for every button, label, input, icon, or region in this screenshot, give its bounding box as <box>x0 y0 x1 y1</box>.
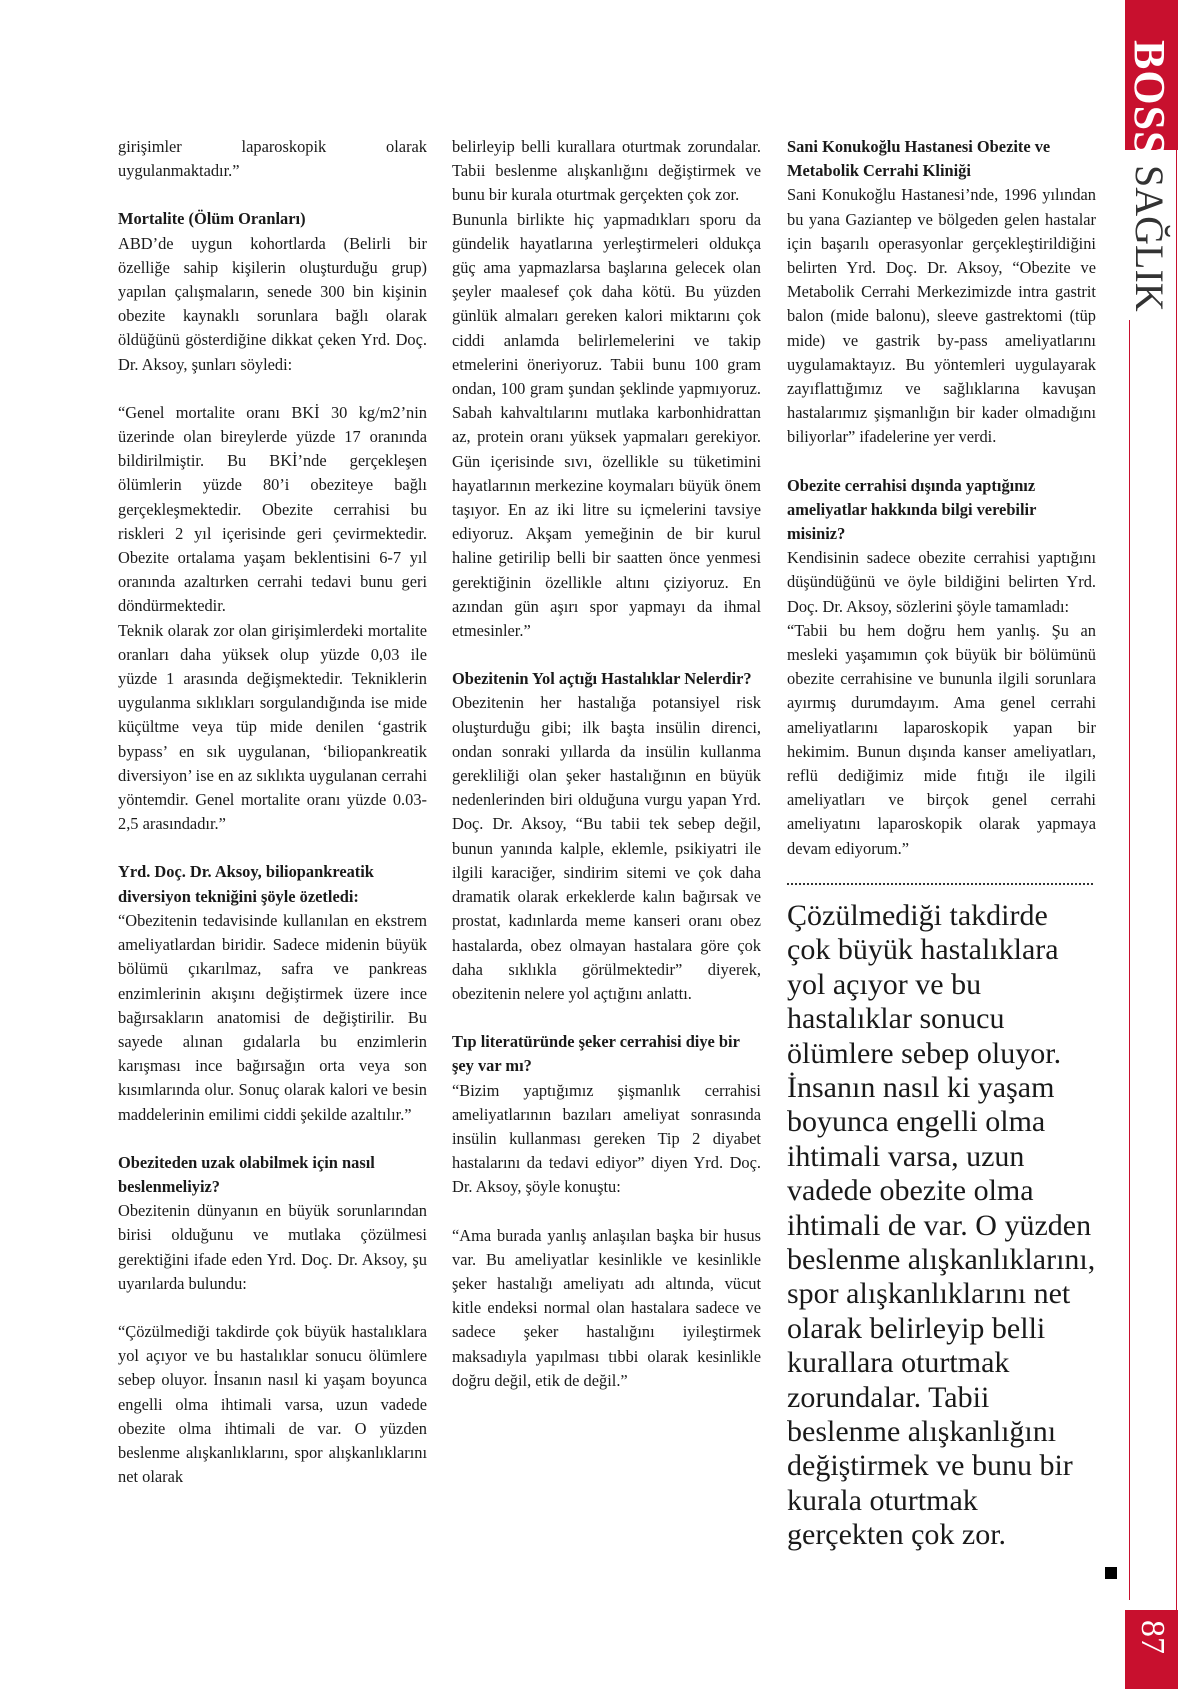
paragraph: “Tabii bu hem doğru hem yanlış. Şu an mesleki yaşamımın çok büyük bir bölümünü obezite cerrahisine ve bununla ilgili sorunlara ayırmış durumdayım. Ama genel cerrahi ameliyatlarını laparoskopik yapan bir hekimim. Bunun dışında kanser ameliyatları, reflü dediğimiz mide fıtığı ile ilgili ameliyatları ve birçok genel cerrahi ameliyatını laparoskopik olarak yapmaya devam ediyorum.” <box>787 620 1096 858</box>
paragraph: “Çözülmediği takdirde çok büyük hastalıklara yol açıyor ve bu hastalıklar sonucu ölümlere sebep oluyor. İnsanın nasıl ki yaşam boyunca engelli olma ihtimali varsa, uzun vadede obezite olma ihtimali de var. O yüzden beslenme alışkanlıklarını, spor alışkanlıklarını net olarak <box>118 1321 427 1487</box>
paragraph: ABD’de uygun kohortlarda (Belirli bir özelliğe sahip kişilerin oluşturduğu grup) yapılan çalışmaların, senede 300 bin kişinin obezite kaynaklı sorunlara bağlı olarak öldüğünü gösterdiğine dikkat çeken Yrd. Doç. Dr. Aksoy, şunları söyledi: <box>118 233 427 374</box>
subheading: Yrd. Doç. Dr. Aksoy, biliopankreatik diversiyon tekniğini şöyle özetledi: <box>118 862 374 906</box>
subheading: Mortalite (Ölüm Oranları) <box>118 209 306 229</box>
magazine-brand: BOSS <box>1125 40 1174 157</box>
section-title: SAĞLIK <box>1127 165 1172 312</box>
subheading: Sani Konukoğlu Hastanesi Obezite ve Metabolik Cerrahi Kliniği <box>787 137 1051 181</box>
side-rule <box>1129 320 1130 1600</box>
paragraph: Sani Konukoğlu Hastanesi’nde, 1996 yılından bu yana Gaziantep ve bölgeden gelen hastalar için başarılı operasyonlar gerçekleştirildiğini belirten Yrd. Doç. Dr. Aksoy, “Obezite ve Metabolik Cerrahi Merkezimizde intra gastrit balon (mide balonu), sleeve gastrektomi (tüp mide) ve gastrik by-pass ameliyatlarını uygulamaktayız. Bu yöntemleri uygulayarak zayıflattığımız ve sağlıklarına kavuşan hastalarımız şişmanlığın bir kader olmadığını biliyorlar” ifadelerine yer verdi. <box>787 185 1096 447</box>
column-1 <box>118 135 427 1489</box>
paragraph: Bununla birlikte hiç yapmadıkları sporu da gündelik hayatlarına yerleştirmeleri oldukça güç ama yapmazlarsa başlarına gelecek olan şeyler maalesef çok daha kötü. Bu yüzden günlük almaları gereken kalori miktarını çok ciddi anlamda belirlemelerini ve takip etmelerini öneriyoruz. Tabii bunu 100 gram ondan, 100 gram şundan şeklinde yapmıyoruz. Sabah kahvaltılarını mutlaka karbonhidrattan az, protein oranı yüksek yapmaları gerekiyor. Gün içerisinde sıvı, özellikle su tüketimini hayatlarının merkezine koymaları büyük önem taşıyor. En az iki litre su içmelerini tavsiye ediyoruz. Akşam yemeğinin de bir kurul haline getirilip belli bir saatten önce yenmesi gerektiğinin özellikle altını çiziyoruz. En azından gün aşırı spor yapmayı da ihmal etmesinler.” <box>452 209 761 641</box>
paragraph: girişimler laparoskopik olarak uygulanmaktadır.” <box>118 137 427 181</box>
paragraph: “Genel mortalite oranı BKİ 30 kg/m2’nin üzerinde olan bireylerde yüzde 17 oranında bildirilmiştir. Bu BKİ’nde gerçekleşen ölümlerin yüzde 80’i obeziteye bağlı gerçekleşmektedir. Obezite cerrahisi bu riskleri 2 yıl içerisinde geri çevirmektedir. Obezite ortalama yaşam beklentisini 6-7 yıl oranında azaltırken cerrahi tedavi bunu geri döndürmektedir. <box>118 402 427 616</box>
paragraph: belirleyip belli kurallara oturtmak zorundalar. Tabii beslenme alışkanlığını değiştirmek ve bunu bir kurala oturtmak gerçekten çok zor. <box>452 137 761 205</box>
paragraph: Kendisinin sadece obezite cerrahisi yaptığını düşündüğünü ve öyle bildiğini belirten Yrd. Doç. Dr. Aksoy, sözlerini şöyle tamamladı: <box>787 548 1096 616</box>
subheading: Tıp literatüründe şeker cerrahisi diye bir şey var mı? <box>452 1032 740 1076</box>
paragraph: Teknik olarak zor olan girişimlerdeki mortalite oranları daha yüksek olup yüzde 0,03 ile yüzde 1 arasında değişmektedir. Tekniklerin uygulanma sıklıkları sorgulandığında ise mide küçültme veya tüp mide denilen ‘gastrik bypass’ en sık uygulanan, ‘biliopankreatik diversiyon’ ise en az sıklıkta uygulanan cerrahi yöntemdir. Genel mortalite oranı yüzde 0.03-2,5 arasındadır.” <box>118 620 427 834</box>
paragraph: “Ama burada yanlış anlaşılan başka bir husus var. Bu ameliyatlar kesinlikle ve kesinlikle şeker hastalığı ameliyatı adı altında, vücut kitle endeksi normal olan hastalara sadece ve sadece şeker hastalığını iyileştirmek maksadıyla yapılması tıbbi olarak kesinlikle doğru değil, etik de değil.” <box>452 1225 761 1390</box>
paragraph: “Bizim yaptığımız şişmanlık cerrahisi ameliyatlarının bazıları ameliyat sonrasında insülin kullanması gereken Tip 2 diyabet hastalarını da tedavi ediyor” diyen Yrd. Doç. Dr. Aksoy, şöyle konuştu: <box>452 1080 761 1197</box>
side-rule-outer <box>1176 150 1177 1689</box>
end-of-article-mark <box>1105 1567 1117 1579</box>
paragraph: Obezitenin her hastalığa potansiyel risk oluşturduğu gibi; ilk başta insülin direnci, ondan sonraki yıllarda da insülin kullanma gerekliliği olan şeker hastalığının en büyük nedenlerinden biri olduğuna vurgu yapan Yrd. Doç. Dr. Aksoy, “Bu tabii tek sebep değil, bunun yanında kalple, eklemle, psikiyatri ile ilgili karaciğer, sindirim sitemi ve çok daha dramatik olarak erkeklerde kalın bağırsak ve prostat, kadınlarda meme kanseri oranı obez hastalarda, obez olmayan hastalara göre çok daha sıklıkla görülmektedir” diyerek, obezitenin nelere yol açtığını anlattı. <box>452 693 761 1003</box>
column-2 <box>452 135 761 1393</box>
subheading: Obezitenin Yol açtığı Hastalıklar Nelerdir? <box>452 669 752 689</box>
subheading: Obeziteden uzak olabilmek için nasıl beslenmeliyiz? <box>118 1152 375 1196</box>
column-3 <box>787 135 1096 1553</box>
page-number: 87 <box>1134 1620 1171 1654</box>
paragraph: Obezitenin dünyanın en büyük sorunlarından birisi olduğunu ve mutlaka çözülmesi gerektiğini ifade eden Yrd. Doç. Dr. Aksoy, şu uyarılarda bulundu: <box>118 1201 427 1293</box>
paragraph: “Obezitenin tedavisinde kullanılan en ekstrem ameliyatlardan biridir. Sadece midenin büyük bölümü çıkarılmaz, safra ve pankreas enzimlerinin akışını değiştirmek üzere ince bağırsakların anatomisi de değiştirilir. Bu sayede alınan gıdalarla bu enzimlerin karışması ince bağırsağın orta veya son kısımlarında olur. Sonuç olarak kalori ve besin maddelerinin emilimi ciddi şekilde azaltılır.” <box>118 910 427 1124</box>
subheading: Obezite cerrahisi dışında yaptığınız ameliyatlar hakkında bilgi verebilir misiniz? <box>787 475 1037 544</box>
dotted-divider <box>787 883 1093 885</box>
pull-quote: Çözülmediği takdirde çok büyük hastalıklara yol açıyor ve bu hastalıklar sonucu ölümlere sebep oluyor. İnsanın nasıl ki yaşam boyunca engelli olma ihtimali varsa, uzun vadede obezite olma ihtimali de var. O yüzden beslenme alışkanlıklarını, spor alışkanlıklarını net olarak belirleyip belli kurallara oturtmak zorundalar. Tabii beslenme alışkanlığını değiştirmek ve bunu bir kurala oturtmak gerçekten çok zor. <box>787 898 1096 1552</box>
